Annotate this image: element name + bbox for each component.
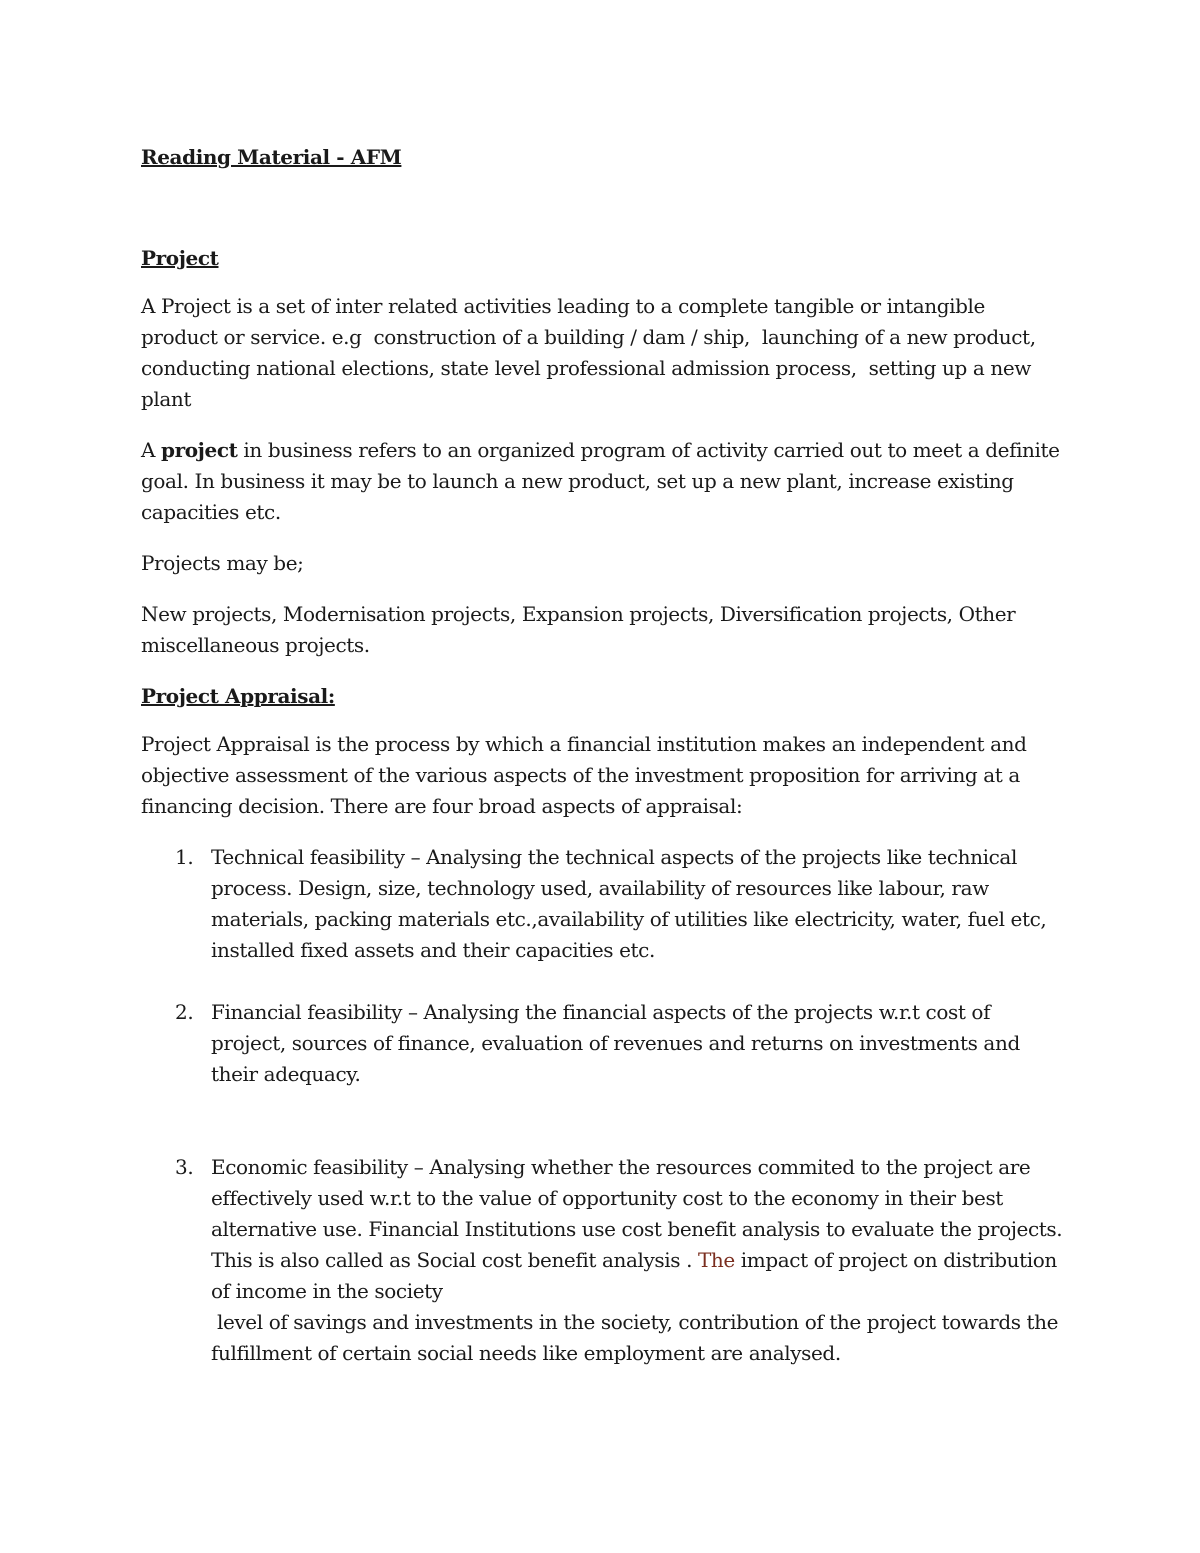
economic-text-part: impact of project on distribution of income in the society — [211, 1248, 1057, 1303]
economic-text-part: Economic feasibility – Analysing whether the resources commited to the project are effectively used w.r.t to the value of opportunity cost to the economy in their best alternative use. Financial Institutions use cost benefit analysis to evaluate the projects. This is also called as Social cost benefit analysis . — [211, 1155, 1069, 1272]
economic-continuation: level of savings and investments in the society, contribution of the project towards the fulfillment of certain social needs like employment are analysed. — [211, 1310, 1065, 1365]
financial-feasibility-text: Financial feasibility – Analysing the financial aspects of the projects w.r.t cost of project, sources of finance, evaluation of revenues and returns on investments and their adequacy. — [211, 1000, 1020, 1086]
accent-text: The — [697, 1248, 735, 1272]
list-number: 2. — [175, 1000, 194, 1024]
list-item — [141, 997, 1066, 1090]
appraisal-heading: Project Appraisal: — [141, 684, 335, 708]
project-definition: A Project is a set of inter related activities leading to a complete tangible or intangible product or service. e.g construction of a building / dam / ship, launching of a new product, conducting national elections, state level professional admission process, setting up a new plant — [141, 294, 1066, 411]
business-keyword: project — [161, 438, 238, 462]
project-business-paragraph — [141, 435, 1066, 528]
aspects-list — [141, 842, 1069, 1369]
business-prefix: A — [141, 438, 162, 462]
list-item — [141, 842, 1066, 966]
list-item — [141, 1152, 1069, 1369]
business-rest: in business refers to an organized program of activity carried out to meet a definite goal. In business it may be to launch a new product, set up a new plant, increase existing capacities etc. — [141, 438, 1060, 524]
project-heading: Project — [141, 246, 219, 270]
appraisal-definition: Project Appraisal is the process by which a financial institution makes an independent and objective assessment of the various aspects of the investment proposition for arriving at a financing decision. There are four broad aspects of appraisal: — [141, 732, 1027, 818]
list-number: 3. — [175, 1155, 194, 1179]
economic-feasibility-text — [211, 1152, 1069, 1369]
document-page — [141, 140, 1069, 1369]
project-types: New projects, Modernisation projects, Expansion projects, Diversification projects, Other miscellaneous projects. — [141, 602, 1016, 657]
list-number: 1. — [175, 845, 194, 869]
document-title: Reading Material - AFM — [141, 145, 402, 169]
technical-feasibility-text: Technical feasibility – Analysing the technical aspects of the projects like technical process. Design, size, technology used, availability of resources like labour, raw materials, packing materials etc.,availability of utilities like electricity, water, fuel etc, installed fixed assets and their capacities etc. — [211, 845, 1047, 962]
projects-may-be: Projects may be; — [141, 551, 304, 575]
